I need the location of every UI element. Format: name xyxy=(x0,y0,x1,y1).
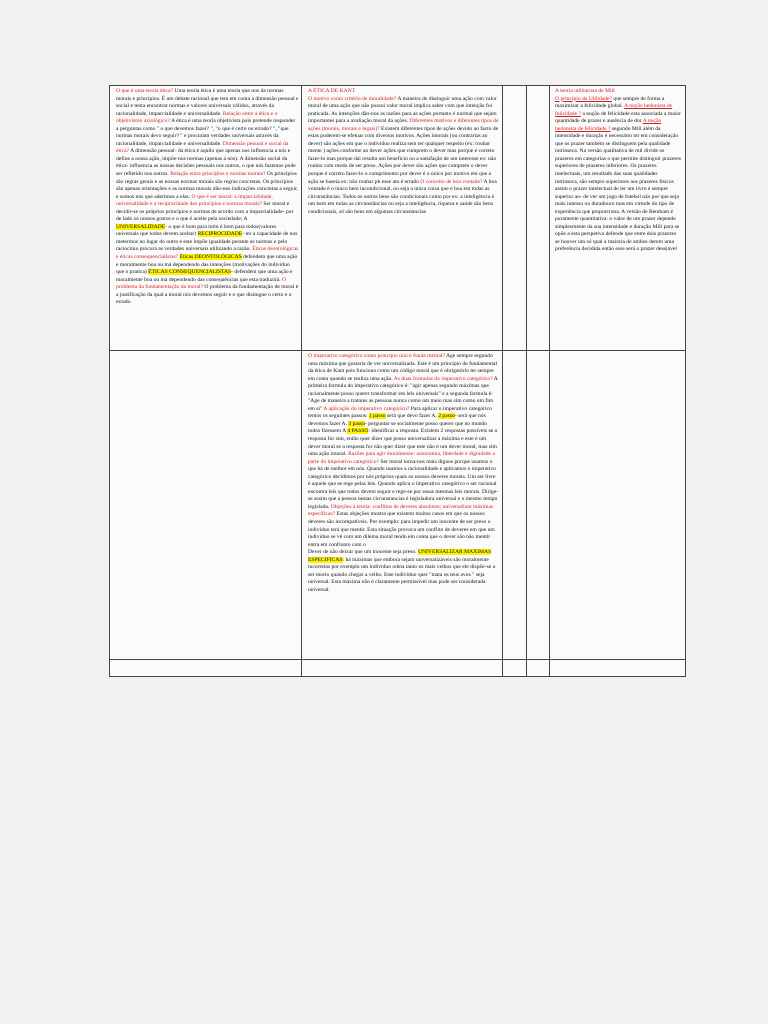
highlighted-term: 3 passo xyxy=(348,420,366,427)
cell-utilitarian-mill xyxy=(555,88,681,254)
body-text: Existem diferentes tipos de ações devido ao facto de estas poderem-se efetuar com diversos motivos. Ações imorais (ou contrarias ao dever) são ações em que o individuo realiza sem ter qualquer respeito (ex: roubar mente ) ações conforme ao dever ações que cumprem o dever mas porque é correto fazer-lo mas porque dai resulta um beneficio ou a satisfação de um interesse ex: não roubar com medo de ser preso. Ações por dever são ações que cumprem o dever porque é correto fazer-lo o cumprimento por dever é o único por motivo em que a ação se baseia ex: não roubar pk esse ato é errado xyxy=(308,125,499,185)
heading-question: Razões para agir moralmente: autonomia, liberdade e dignidade a parte do imperativo categórico? xyxy=(308,451,495,465)
heading-question: As duas formulas do imperativo categórico? xyxy=(393,375,493,382)
row-divider-2 xyxy=(109,659,686,660)
heading-question: A aplicação do imperativo categórico? xyxy=(323,405,410,412)
heading-question: O que é ser moral: a imparcialidade, universalidade e a reciprocidade dos princípios e normas morais? xyxy=(116,193,273,208)
table-border-left xyxy=(109,85,110,677)
table-border-right xyxy=(685,85,686,677)
body-text: defendem que uma ação e moralmente boa ou má dependendo das intenções (motivações do individuo que o pratica) xyxy=(116,254,298,276)
body-text: : identificar a resposta. Existem 2 respostas possíveis se a resposta for sim, então quer dizer que posso universalizar a máxima e este é um dever moral se a resposta for não quer dizer que este não é um dever moral, mas sim uma ação imoral. xyxy=(308,428,498,458)
heading-question: O motivo como critério de moralidade? xyxy=(308,95,397,102)
body-text: Para aplicar o imperativo categórico temos os seguintes passos: xyxy=(308,405,492,420)
cell-categorical-imperative xyxy=(308,353,499,595)
row-divider-1 xyxy=(109,350,686,351)
heading-question: A ÉTICA DE KANT xyxy=(308,88,356,94)
body-text: que sempre de forma a maximizar a felicidade global. xyxy=(555,95,665,110)
table-border-top xyxy=(109,85,686,86)
document-table xyxy=(109,85,686,677)
body-text: a noção de felicidade esta associada a maior quantidade de prazer e ausência de dor xyxy=(555,110,681,125)
heading-question: Relação entre a ética e o objetivismo axiológico? xyxy=(116,110,278,125)
highlighted-term: 4 PASSO xyxy=(347,428,369,435)
body-text: - ter a capacidade de nos metermos no lugar do outro e este impõe igualdade perante as normas e pelo raciocínio procura as verdades universais utilizando a razão. xyxy=(116,231,298,253)
body-text: Age sempre segundo uma máxima que gostaria de ver universalizada. Este é um princípio de fundamental da ética de Kant pois funciona como um código moral que é obrigatório ter sempre em conta quando se realiza uma ação. xyxy=(308,353,498,382)
body-text: segundo Mill além da intensidade e duração é necessário ter em consideração que os prazer também se distinguem pela qualidade intrínseca. Na versão qualitativa de mil divide os prazeres em categorias o que permite distinguir prazeres superiores de prazeres inferiores. Os prazeres intelectuais, um resultado das suas qualidades intrínseca, são sempre superiores aos prazeres físicos assim o prazer intelectual de ler um livro é sempre superior ao- de ver um jogo de futebol não por que seja mais intenso ou duradouro mas em virtude do tipo de experiência que proporciona. A versão de Bentham é puramente quantitativa: o valor de um prazer depende simplesmente da sua intensidade e duração Mill para se opõe a esta perspetiva defende que entre dois prazeres se houver um só qual a maioria de ambos derem uma preferência decidida então esse será o prazer desejável xyxy=(555,125,681,253)
body-text: Os princípios são regras gerais e as nossas normas morais são regras concretas. Os princípios são apenas orientações e as normas morais dão-nos indicações concretas a seguir, e somos nós que aderimos a elas. xyxy=(116,171,299,200)
heading-question: A noção hedonista de felicidade ? xyxy=(555,118,662,132)
body-text: Ser moral e decidir-se os próprios princípios e normas de acordo com a imparcialidade- por de lado os nossos gostos e o que é aceite pela sociedade; A xyxy=(116,201,294,223)
column-divider-1 xyxy=(301,85,302,677)
body-text: - será que nós devemos fazer A. xyxy=(308,413,486,427)
body-text: será que devo fazer A. xyxy=(385,413,439,420)
heading-question: A teoria utilitarista de Mill xyxy=(555,88,615,94)
body-text: - perguntar se socialmente posso querer que no mundo todos fizessem A xyxy=(308,420,488,435)
column-divider-4 xyxy=(549,85,550,677)
heading-question: O princípio da Utilidade? xyxy=(555,95,613,102)
heading-question: O conceito de boa vontade? xyxy=(420,178,483,185)
body-text: Uma teoria ética é uma teoria que nos da normas morais e princípios. É um debate racional que tem em conta a dimensão pessoal e social e tenta encontrar normas e valores universais válidos, através da racionalidade, imparcialidade e universalidade. xyxy=(116,88,299,117)
highlighted-term: RECIPROCIDADE xyxy=(197,231,243,238)
body-text: O problema da fundamentação de moral é a justificação da qual a moral nós devemos seguir e o que distingue o certo e o errado. xyxy=(116,284,299,306)
heading-question: Diferentes motivos e diferentes tipos de ações (morais, morais e legais)? xyxy=(308,118,499,132)
body-text: : há máximas que embora sejam universalizáveis são moralmente incorretas por exemplo um individuo odeia tanto os mais velhos que ele dispõe-se a ser morto quando chegar a velho. Este individuo quer "mata os teus avos " seja universal. Esta máxima não é claramente permissível mas pode ser considerada universal. xyxy=(308,556,496,593)
highlighted-term: 2 passo xyxy=(438,413,455,420)
heading-question: O que é uma teoria ética? xyxy=(116,88,173,94)
column-divider-3 xyxy=(526,85,527,677)
heading-question: Dimensão pessoal e social da ética? xyxy=(116,140,289,155)
heading-question: O problema da fundamentação da moral? xyxy=(116,276,287,291)
table-border-bottom xyxy=(109,676,686,677)
heading-question: O imperativo categórico como princípio único funda mental? xyxy=(308,353,445,359)
highlighted-term: UNIVERSALIZAR MAXIMAS ESPECIFICAS xyxy=(308,549,492,563)
highlighted-term: ÉTICAS CONSEQUENCIALISTAS xyxy=(148,269,232,276)
heading-question: Relação entre princípios e normas morais? xyxy=(170,171,266,178)
body-text: - defendem que uma ação e moralmente boa ou má dependendo das consequências que esta traduzirá. xyxy=(116,269,293,283)
body-text: Ser moral torna-nos mais dignos porque usamos o que há de melhor em nós. Quando usamos a racionalidade e aplicamos o imperativo categórico decidimos por nós próprios quais os nossos deveres morais. Um ser livre é aquele que se rege pelas leis. Quando aplica o imperativo categórico o ser racional encontra leis que todos devem seguir e rege-se por essas mesmas leis morais. Dirige-se assim que a pessoa nestas circunstancias é legisladora universal e o mesmo tempo legislada. xyxy=(308,458,499,510)
heading-question: Éticas deontológicas e éticas consequencialistas? xyxy=(116,246,299,261)
heading-question: Objeções à teoria: conflitos de deveres absolutos; universalizar máximas específicas? xyxy=(308,503,494,518)
body-text: A dimensão pessoal- da ética é aquilo que apenas nos influencia a nós e define a nossa ação, impõe-nos normas (apenas a nós). A dimensão social da ética- influencia as nossas decisões pessoais nos outros, o que nós fazemos pode ser refletido nos outros. xyxy=(116,148,296,178)
heading-question: A noção hedonista de felicidade ? xyxy=(555,103,673,117)
highlighted-term: UNIVERSALIDADE xyxy=(116,223,166,230)
body-text: A primeira formula do imperativo categórico é: "agir apenas segundo máximas que racionalmente posso querer transformar em leis universais" e a segunda formula é: "Age de maneira a tratares as pessoas nunca como um meio mas sim como um fim em si" xyxy=(308,375,498,412)
column-divider-2 xyxy=(502,85,503,677)
body-text: Dever de não deixar que um inocente seja preso. xyxy=(308,549,418,556)
body-text: Estas objeções mostra que existem muitos casos em que os nossos deveres são incompatíveis. Por exemplo: para impedir um inocente de ser preso o indivíduo terá que mentir. Esta situação provoca um conflito de deveres em que um individuo se vê com um dilema moral tendo em conta que o dever são não mentir entra em confronto com o xyxy=(308,511,495,548)
cell-kant-ethics xyxy=(308,88,499,216)
body-text: A maneira de distinguir uma ação com valor moral de uma ação que não possui valor moral implica saber com que intenção foi praticada. As intenções dão-nos as razões para as ações portanto é normal que sejam importantes para a avaliação moral da ações. xyxy=(308,95,497,125)
body-text: - o que é bom para mim é bom para todos(valores universais que todos devem aceitar) xyxy=(116,223,277,238)
highlighted-term: Éticas DEONTOLÓGICAS xyxy=(179,254,242,261)
body-text: A boa vontade é o único bem incondicional, ou seja a única coisa que é boa em todas as circunstâncias. Todos os outros bens são condicionais como por ex: a inteligência é um bem em todas as circunstâncias ou seja a inteligência, riqueza e saúde são bens condicionais, só são bens em algumas circunstancias xyxy=(308,178,497,215)
cell-ethics-theory xyxy=(116,88,299,307)
body-text: A ética é uma teoria objetivista pois pretende responder a perguntas como " o que devemos fazer? ", "o que é certo ou errado? ", "que normas morais devo seguir? " e procuram verdades universais através da racionalidade, imparcialidade e universalidade. xyxy=(116,118,296,147)
highlighted-term: 1 passo xyxy=(368,413,386,420)
